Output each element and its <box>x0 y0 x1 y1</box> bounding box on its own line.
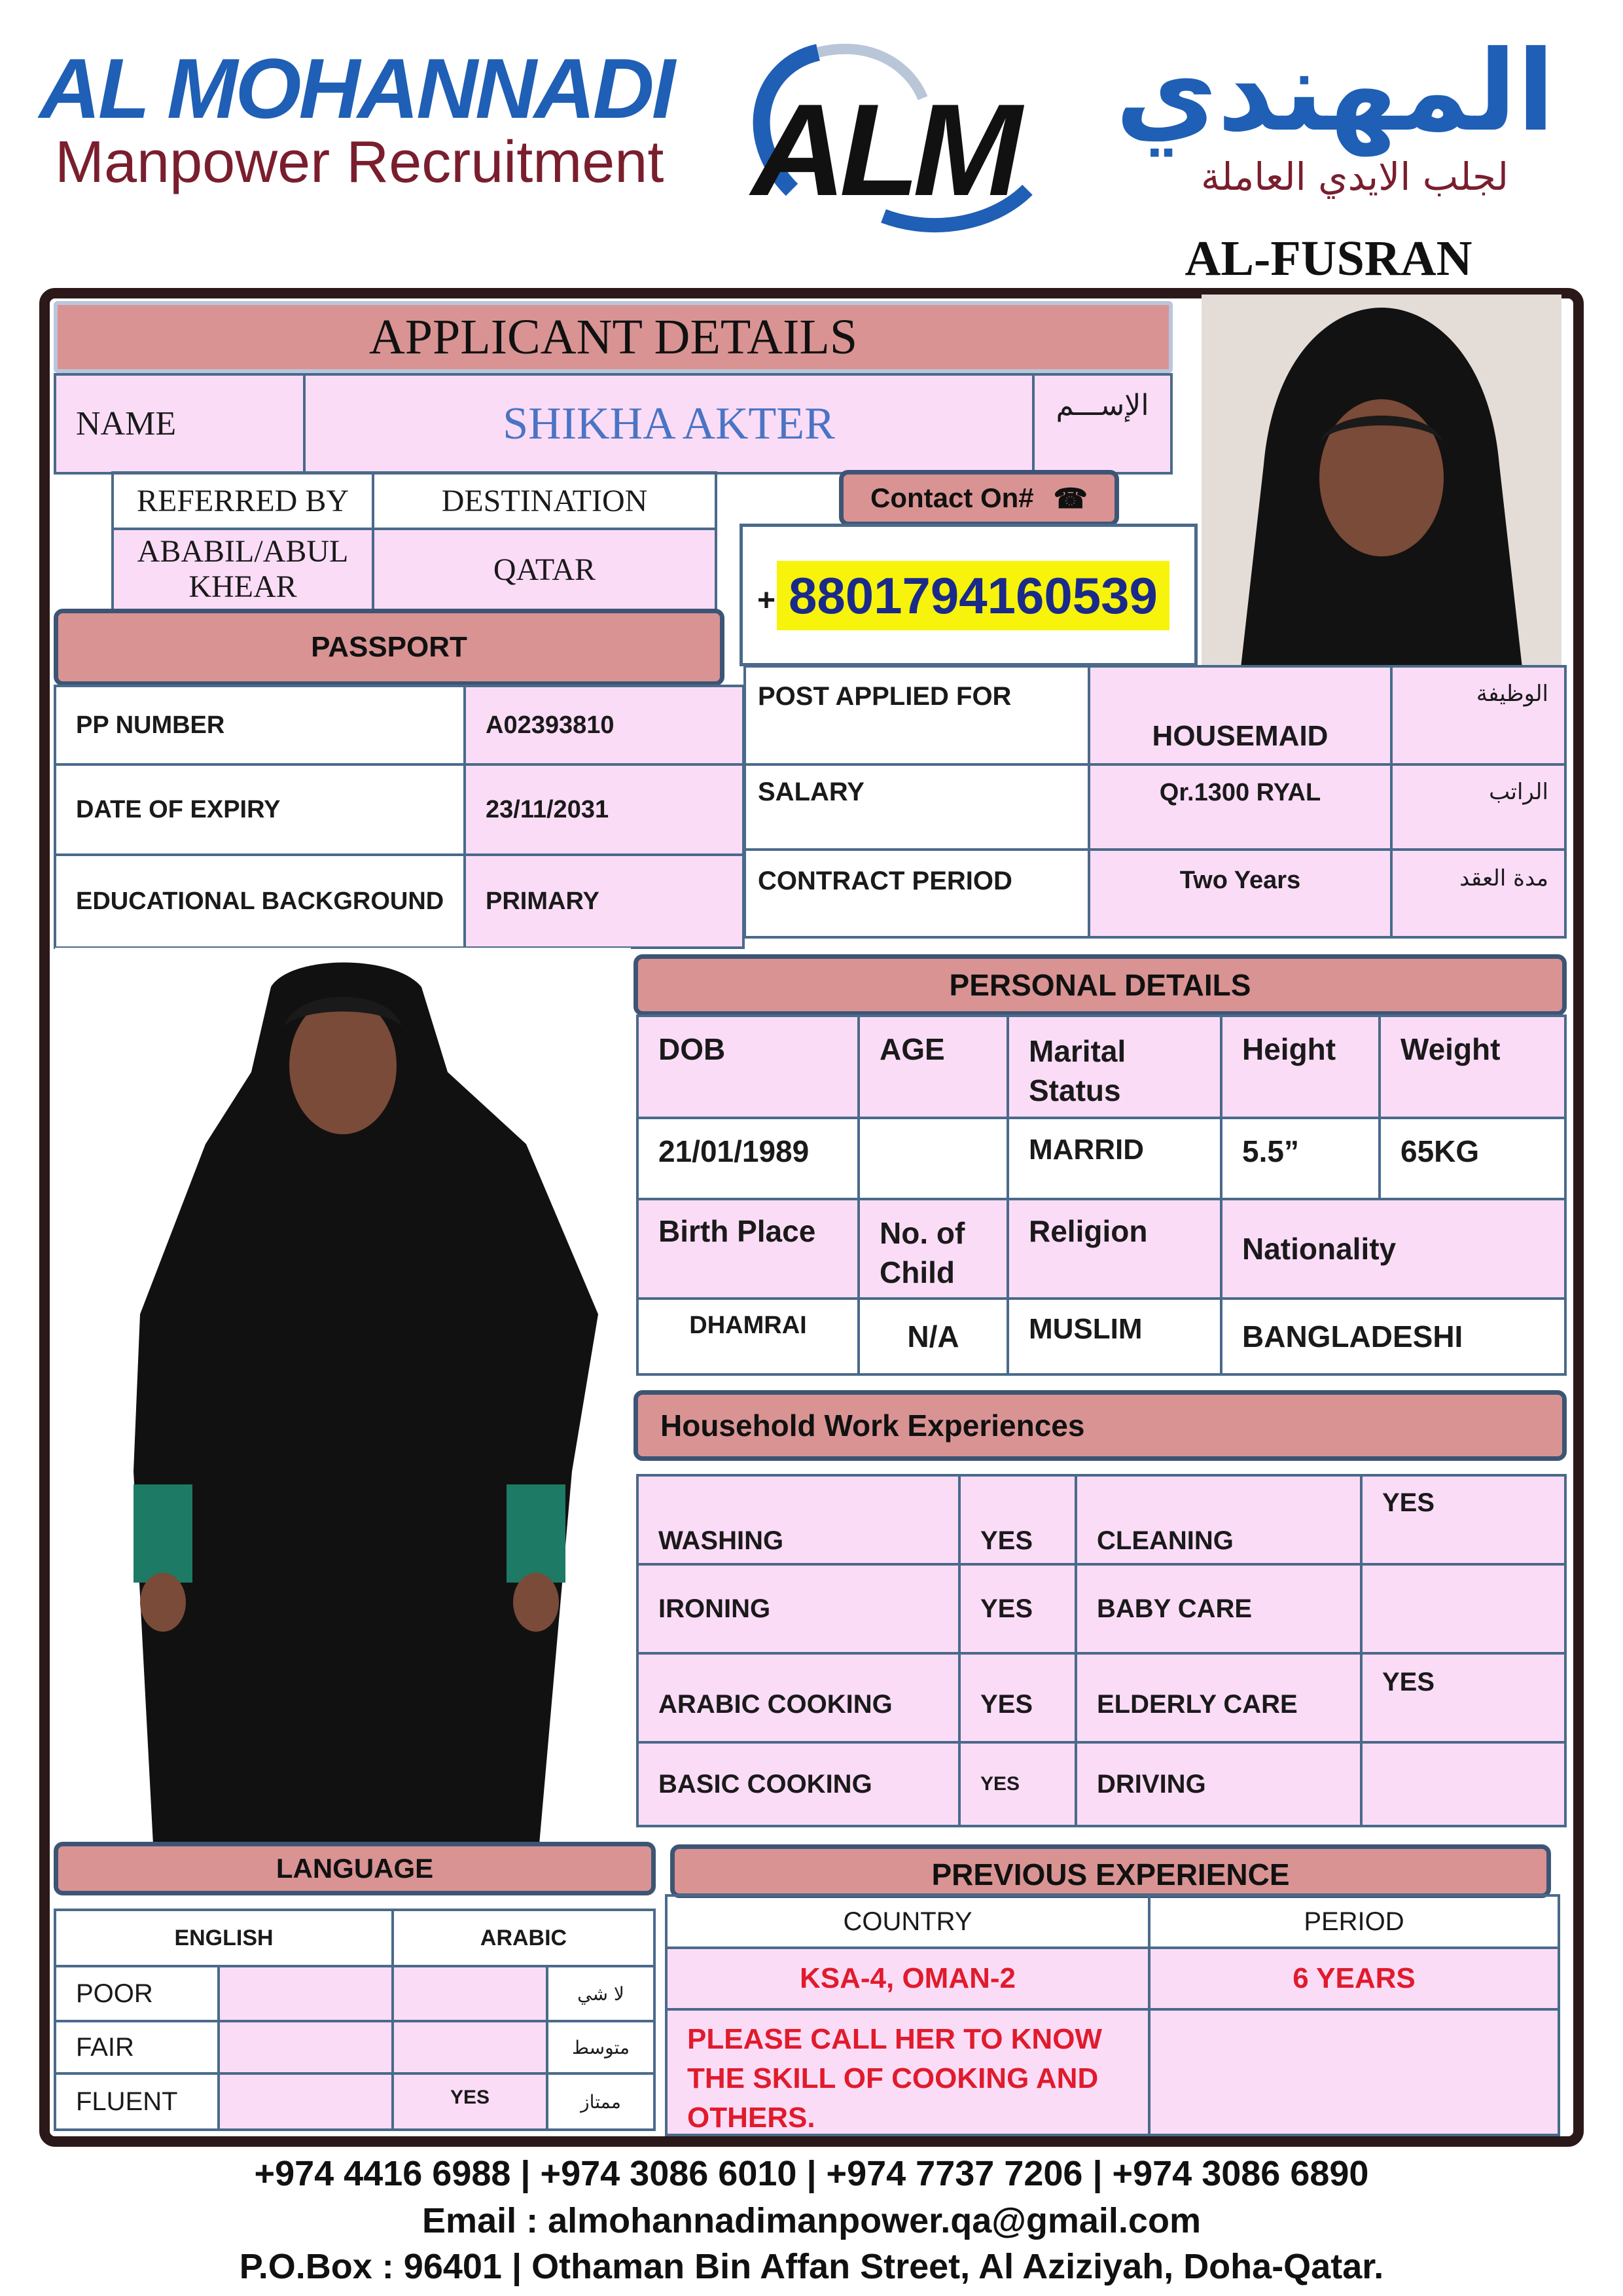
post-label-ar: الوظيفة <box>1476 681 1548 707</box>
language-level-ar <box>546 2072 656 2131</box>
marital-label-cell <box>1007 1014 1222 1119</box>
portrait-photo <box>1202 295 1561 668</box>
name-label-ar-cell <box>1032 373 1173 475</box>
pp-number-value-cell <box>463 685 745 766</box>
weight-label-cell <box>1378 1014 1567 1119</box>
alm-logo-text: ALM <box>751 77 1016 223</box>
brand-block <box>39 41 713 209</box>
dob-value-cell <box>636 1117 860 1200</box>
referred-value: ABABIL/ABUL KHEAR <box>137 534 349 604</box>
language-table <box>54 1909 656 2131</box>
household-item-value <box>1360 1652 1567 1744</box>
washing-value: YES <box>980 1526 1033 1555</box>
name-value-cell <box>303 373 1035 475</box>
language-level <box>54 2020 220 2075</box>
country-label: COUNTRY <box>843 1907 972 1936</box>
brand-subtitle: Manpower Recruitment <box>55 130 664 195</box>
ironing-label: IRONING <box>658 1594 771 1623</box>
religion-value-cell <box>1007 1297 1222 1376</box>
dob-label-cell <box>636 1014 860 1119</box>
marital-label: Marital Status <box>1029 1034 1126 1107</box>
full-body-photo <box>55 948 631 1844</box>
fluent-arabic-value: YES <box>450 2087 490 2108</box>
applicant-details-header <box>54 301 1173 373</box>
salary-label-cell <box>743 763 1090 851</box>
dob-label: DOB <box>658 1032 726 1066</box>
education-label: EDUCATIONAL BACKGROUND <box>76 887 444 915</box>
language-level <box>54 2072 220 2131</box>
children-value: N/A <box>907 1319 959 1354</box>
arabic-col-label: ARABIC <box>480 1925 567 1950</box>
period-header <box>1148 1894 1560 1949</box>
weight-value: 65KG <box>1400 1134 1480 1168</box>
household-item-value <box>958 1474 1077 1566</box>
household-item-value <box>958 1563 1077 1655</box>
religion-label: Religion <box>1029 1214 1148 1248</box>
country-value-cell <box>665 1946 1150 2011</box>
post-label-ar-cell <box>1390 665 1567 766</box>
branch-name: AL-FUSRAN <box>1185 231 1472 286</box>
arabic-level-value <box>391 1965 548 2022</box>
poor-ar-label: لا شي <box>577 1982 624 2005</box>
household-header <box>633 1390 1567 1461</box>
english-col-header <box>54 1909 394 1967</box>
household-title: Household Work Experiences <box>660 1408 1085 1443</box>
nationality-value-cell <box>1220 1297 1567 1376</box>
cleaning-label: CLEANING <box>1097 1526 1234 1555</box>
pp-number-value: A02393810 <box>486 711 615 739</box>
referred-value-cell <box>111 528 374 611</box>
language-level-ar <box>546 2020 656 2075</box>
driving-label: DRIVING <box>1097 1769 1206 1799</box>
english-level-value <box>217 2072 394 2131</box>
nationality-label-cell <box>1220 1198 1567 1300</box>
pp-number-label-cell <box>54 685 466 766</box>
education-value-cell <box>463 853 745 949</box>
expiry-value-cell <box>463 763 745 856</box>
post-label: POST APPLIED FOR <box>758 682 1012 711</box>
footer-address: P.O.Box : 96401 | Othaman Bin Affan Street, Al Aziziyah, Doha-Qatar. <box>239 2247 1384 2286</box>
height-label: Height <box>1242 1032 1336 1066</box>
height-label-cell <box>1220 1014 1381 1119</box>
household-table <box>636 1474 1567 1827</box>
contract-label-cell <box>743 848 1090 939</box>
language-header <box>54 1842 656 1895</box>
household-item-label <box>1075 1741 1363 1827</box>
marital-value-cell <box>1007 1117 1222 1200</box>
contract-value: Two Years <box>1179 867 1301 894</box>
applicant-name: SHIKHA AKTER <box>503 398 835 449</box>
household-item-value <box>1360 1474 1567 1566</box>
arabic-brand: المهندي <box>1115 27 1555 156</box>
height-value-cell <box>1220 1117 1381 1200</box>
referred-label: REFERRED BY <box>136 483 349 518</box>
alm-logo <box>720 26 1047 249</box>
destination-label-cell <box>372 471 717 530</box>
poor-label: POOR <box>76 1979 153 2008</box>
birthplace-label: Birth Place <box>658 1214 816 1248</box>
period-value-cell <box>1148 1946 1560 2011</box>
phone-icon: ☎ <box>1053 482 1088 514</box>
weight-label: Weight <box>1400 1032 1501 1066</box>
contact-label: Contact On# <box>870 482 1034 513</box>
fluent-label: FLUENT <box>76 2087 178 2116</box>
ironing-value: YES <box>980 1594 1033 1623</box>
english-level-value <box>217 2020 394 2075</box>
nationality-label: Nationality <box>1242 1232 1397 1266</box>
birthplace-label-cell <box>636 1198 860 1300</box>
household-item-label <box>1075 1474 1363 1566</box>
weight-value-cell <box>1378 1117 1567 1200</box>
country-value: KSA-4, OMAN-2 <box>799 1962 1016 1994</box>
basic-cooking-value: YES <box>980 1773 1020 1795</box>
destination-label: DESTINATION <box>441 483 648 518</box>
birthplace-value-cell <box>636 1297 860 1376</box>
baby-care-label: BABY CARE <box>1097 1594 1253 1623</box>
household-item-label <box>636 1652 961 1744</box>
household-item-label <box>636 1474 961 1566</box>
contract-label-ar: مدة العقد <box>1459 865 1548 891</box>
height-value: 5.5” <box>1242 1134 1299 1168</box>
previous-note-cell <box>665 2008 1150 2136</box>
destination-value: QATAR <box>493 552 596 587</box>
expiry-label: DATE OF EXPIRY <box>76 795 281 823</box>
fair-label: FAIR <box>76 2032 134 2062</box>
previous-experience-title: PREVIOUS EXPERIENCE <box>931 1857 1290 1892</box>
arabic-level-value <box>391 2072 548 2131</box>
referred-label-cell <box>111 471 374 530</box>
elderly-care-label: ELDERLY CARE <box>1097 1689 1298 1719</box>
name-label-ar: الإســـم <box>1056 389 1149 422</box>
post-value-cell <box>1088 665 1393 766</box>
brand-name: AL MOHANNADI <box>39 41 673 136</box>
arabic-cooking-label: ARABIC COOKING <box>658 1689 893 1719</box>
washing-label: WASHING <box>658 1526 784 1555</box>
age-label-cell <box>857 1014 1009 1119</box>
household-item-label <box>1075 1652 1363 1744</box>
name-label-cell <box>54 373 306 475</box>
personal-details-title: PERSONAL DETAILS <box>949 968 1251 1002</box>
contact-prefix: + <box>757 583 776 618</box>
passport-title: PASSPORT <box>311 631 467 663</box>
children-label-cell <box>857 1198 1009 1300</box>
contract-label-ar-cell <box>1390 848 1567 939</box>
household-item-label <box>1075 1563 1363 1655</box>
arabic-cooking-value: YES <box>980 1689 1033 1719</box>
post-value: HOUSEMAID <box>1152 720 1329 752</box>
religion-label-cell <box>1007 1198 1222 1300</box>
contract-value-cell <box>1088 848 1393 939</box>
household-item-label <box>636 1741 961 1827</box>
age-value-cell <box>857 1117 1009 1200</box>
education-label-cell <box>54 853 466 949</box>
salary-label: SALARY <box>758 778 865 806</box>
elderly-care-value: YES <box>1382 1668 1435 1696</box>
contract-label: CONTRACT PERIOD <box>758 867 1012 895</box>
basic-cooking-label: BASIC COOKING <box>658 1769 872 1799</box>
previous-note-blank-cell <box>1148 2008 1560 2136</box>
education-value: PRIMARY <box>486 887 599 915</box>
household-item-value <box>1360 1741 1567 1827</box>
personal-details-header <box>633 954 1567 1016</box>
arabic-col-header <box>391 1909 656 1967</box>
birthplace-value: DHAMRAI <box>689 1312 807 1339</box>
language-level-ar <box>546 1965 656 2022</box>
household-item-value <box>1360 1563 1567 1655</box>
children-label: No. of Child <box>880 1216 965 1289</box>
country-header <box>665 1894 1150 1949</box>
fluent-ar-label: ممتاز <box>580 2090 621 2113</box>
english-level-value <box>217 1965 394 2022</box>
previous-experience-header <box>670 1844 1551 1898</box>
period-value: 6 YEARS <box>1293 1962 1416 1994</box>
household-item-label <box>636 1563 961 1655</box>
arabic-tagline: لجلب الايدي العاملة <box>1200 154 1509 199</box>
previous-note-line: OTHERS. <box>687 2102 815 2134</box>
footer-phones: +974 4416 6988 | +974 3086 6010 | +974 7737 7206 | +974 3086 6890 <box>254 2154 1369 2193</box>
previous-note-line: PLEASE CALL HER TO KNOW <box>687 2023 1102 2055</box>
destination-value-cell <box>372 528 717 611</box>
period-label: PERIOD <box>1304 1907 1404 1936</box>
expiry-label-cell <box>54 763 466 856</box>
passport-header <box>54 609 724 686</box>
children-value-cell <box>857 1297 1009 1376</box>
marital-value: MARRID <box>1029 1134 1144 1166</box>
personal-details-table <box>636 1014 1567 1376</box>
fair-ar-label: متوسط <box>572 2036 630 2058</box>
age-label: AGE <box>880 1032 945 1066</box>
arabic-level-value <box>391 2020 548 2075</box>
english-col-label: ENGLISH <box>174 1925 274 1950</box>
language-level <box>54 1965 220 2022</box>
pp-number-label: PP NUMBER <box>76 711 225 739</box>
expiry-value: 23/11/2031 <box>486 795 609 823</box>
post-label-cell <box>743 665 1090 766</box>
applicant-details-title: APPLICANT DETAILS <box>368 309 858 365</box>
salary-label-ar-cell <box>1390 763 1567 851</box>
salary-label-ar: الراتب <box>1489 779 1548 805</box>
previous-experience-table <box>665 1894 1560 2136</box>
name-label: NAME <box>76 405 177 442</box>
salary-value: Qr.1300 RYAL <box>1159 779 1321 806</box>
footer-email[interactable]: Email : almohannadimanpower.qa@gmail.com <box>422 2201 1201 2240</box>
contact-header <box>839 470 1119 526</box>
household-item-value <box>958 1741 1077 1827</box>
religion-value: MUSLIM <box>1029 1313 1143 1345</box>
nationality-value: BANGLADESHI <box>1242 1319 1463 1354</box>
salary-value-cell <box>1088 763 1393 851</box>
contact-number[interactable]: 8801794160539 <box>777 561 1169 630</box>
language-title: LANGUAGE <box>276 1853 434 1884</box>
previous-note-line: THE SKILL OF COOKING AND <box>687 2062 1099 2094</box>
dob-value: 21/01/1989 <box>658 1134 810 1168</box>
cleaning-value: YES <box>1382 1488 1435 1517</box>
household-item-value <box>958 1652 1077 1744</box>
contact-number-box <box>740 524 1198 666</box>
